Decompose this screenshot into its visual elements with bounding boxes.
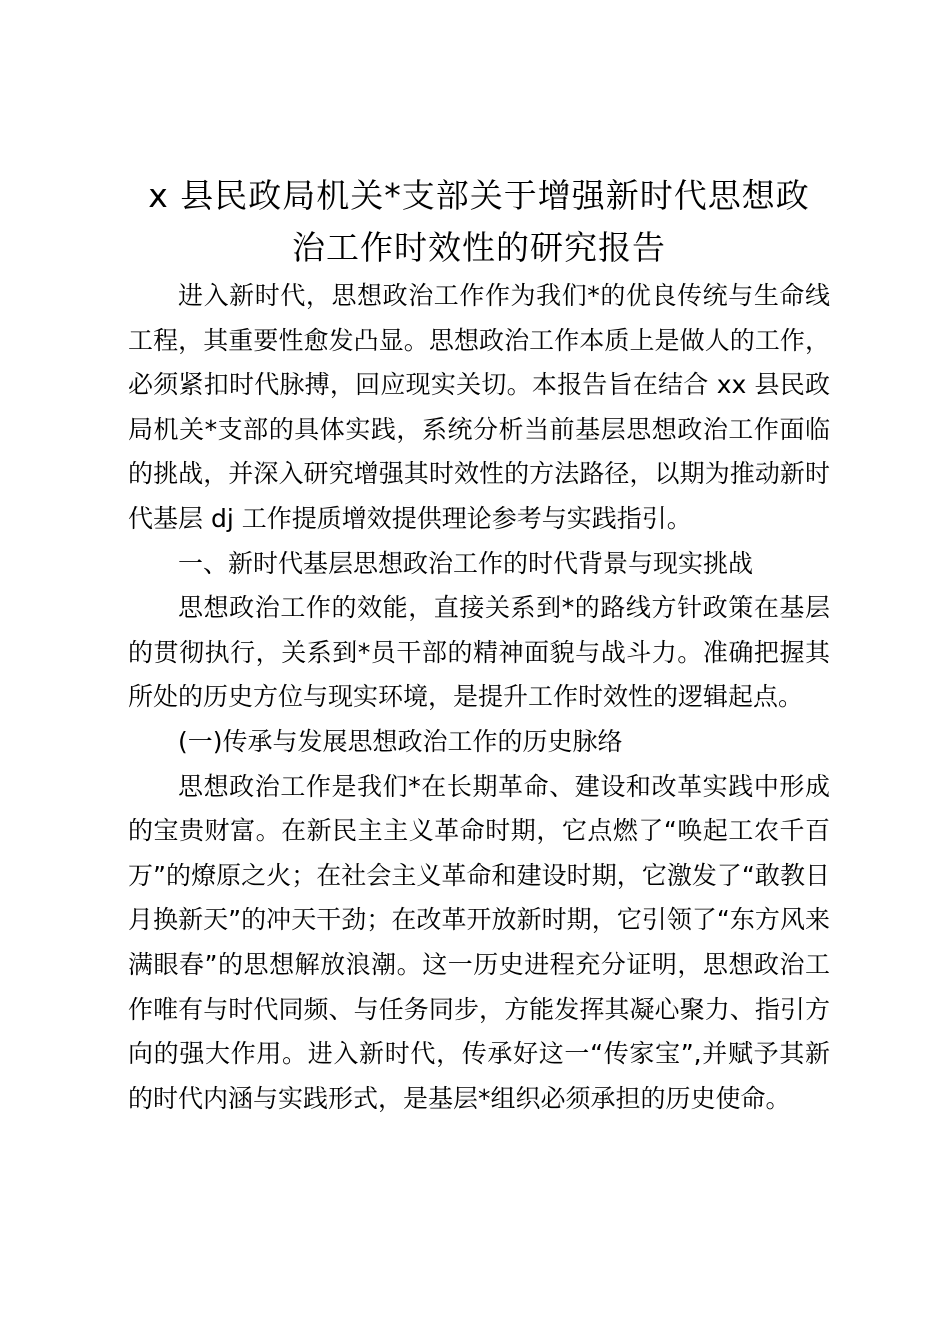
intro-paragraph: 进入新时代，思想政治工作作为我们*的优良传统与生命线工程，其重要性愈发凸显。思想政治工作本质上是做人的工作，必须紧扣时代脉搏，回应现实关切。本报告旨在结合 xx 县民政局机关*支部的具体实践，系统分析当前基层思想政治工作面临的挑战，并深入研究增强其时效性的方法路径，以期为推动新时代基层 dj 工作提质增效提供理论参考与实践指引。 [128, 281, 830, 533]
subsection-1-heading: (一)传承与发展思想政治工作的历史脉络 [178, 726, 623, 756]
document-title-line-1: x 县民政局机关*支部关于增强新时代思想政 [148, 176, 810, 215]
document-title-line-2: 治工作时效性的研究报告 [292, 228, 666, 267]
subsection-1-paragraph: 思想政治工作是我们*在长期革命、建设和改革实践中形成的宝贵财富。在新民主主义革命时期，它点燃了“唤起工农千百万”的燎原之火；在社会主义革命和建设时期，它激发了“敢教日月换新天”的冲天干劲；在改革开放新时期，它引领了“东方风来满眼春”的思想解放浪潮。这一历史进程充分证明，思想政治工作唯有与时代同频、与任务同步，方能发挥其凝心聚力、指引方向的强大作用。进入新时代，传承好这一“传家宝”,并赋予其新的时代内涵与实践形式，是基层*组织必须承担的历史使命。 [128, 771, 830, 1113]
section-1-paragraph: 思想政治工作的效能，直接关系到*的路线方针政策在基层的贯彻执行，关系到*员干部的精神面貌与战斗力。准确把握其所处的历史方位与现实环境，是提升工作时效性的逻辑起点。 [128, 593, 830, 712]
document-page [128, 170, 830, 1121]
document-title [128, 170, 830, 274]
section-1-heading: 一、新时代基层思想政治工作的时代背景与现实挑战 [178, 548, 754, 578]
